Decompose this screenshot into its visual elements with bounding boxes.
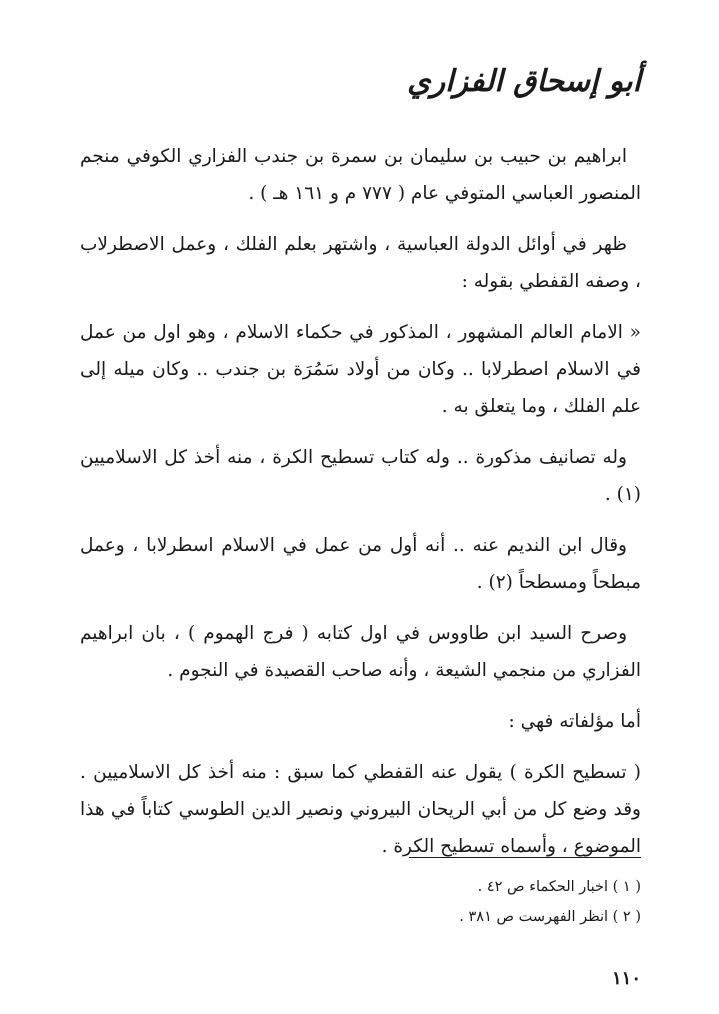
paragraph-works-heading: أما مؤلفاته فهي :: [508, 711, 641, 732]
paragraph-appearance: ظهر في أوائل الدولة العباسية ، واشتهر بعلم الفلك ، وعمل الاصطرلاب ، وصفه القفطي بقوله :: [80, 234, 641, 292]
footnote-2: ( ٢ ) انظر الفهرست ص ٣٨١ .: [459, 909, 641, 925]
paragraph-ibn-nadim: وقال ابن النديم عنه .. أنه أول من عمل في الاسلام اسطرلابا ، وعمل مبطحاً ومسطحاً (٢) .: [80, 535, 641, 593]
paragraph-qifti-quote: « الامام العالم المشهور ، المذكور في حكماء الاسلام ، وهو اول من عمل في الاسلام اصطرلابا .. وكان من أولاد سَمُرَة بن جندب .. وكان ميله إلى علم الفلك ، وما يتعلق به .: [80, 322, 641, 417]
page-number: ١١٠: [611, 968, 641, 989]
footnote-1: ( ١ ) اخبار الحكماء ص ٤٢ .: [477, 879, 641, 895]
footnote-divider: [409, 857, 641, 858]
paragraph-tastih-alkura: ( تسطيح الكرة ) يقول عنه القفطي كما سبق : منه أخذ كل الاسلاميين . وقد وضع كل من أبي الريحان البيروني ونصير الدين الطوسي كتاباً في هذا الموضوع ، وأسماه تسطيح الكرة .: [80, 762, 641, 857]
paragraph-writings: وله تصانيف مذكورة .. وله كتاب تسطيح الكرة ، منه أخذ كل الاسلاميين (١) .: [80, 447, 641, 505]
footnotes: [200, 872, 641, 932]
page-title: أبو إسحاق الفزاري: [407, 64, 641, 99]
paragraph-ibn-tawus: وصرح السيد ابن طاووس في اول كتابه ( فرج الهموم ) ، بان ابراهيم الفزاري من منجمي الشيعة ، وأنه صاحب القصيدة في النجوم .: [80, 623, 641, 681]
main-text: [80, 138, 641, 879]
paragraph-biography: ابراهيم بن حبيب بن سليمان بن سمرة بن جندب الفزاري الكوفي منجم المنصور العباسي المتوفي عام ( ٧٧٧ م و ١٦١ هـ ) .: [80, 146, 641, 204]
